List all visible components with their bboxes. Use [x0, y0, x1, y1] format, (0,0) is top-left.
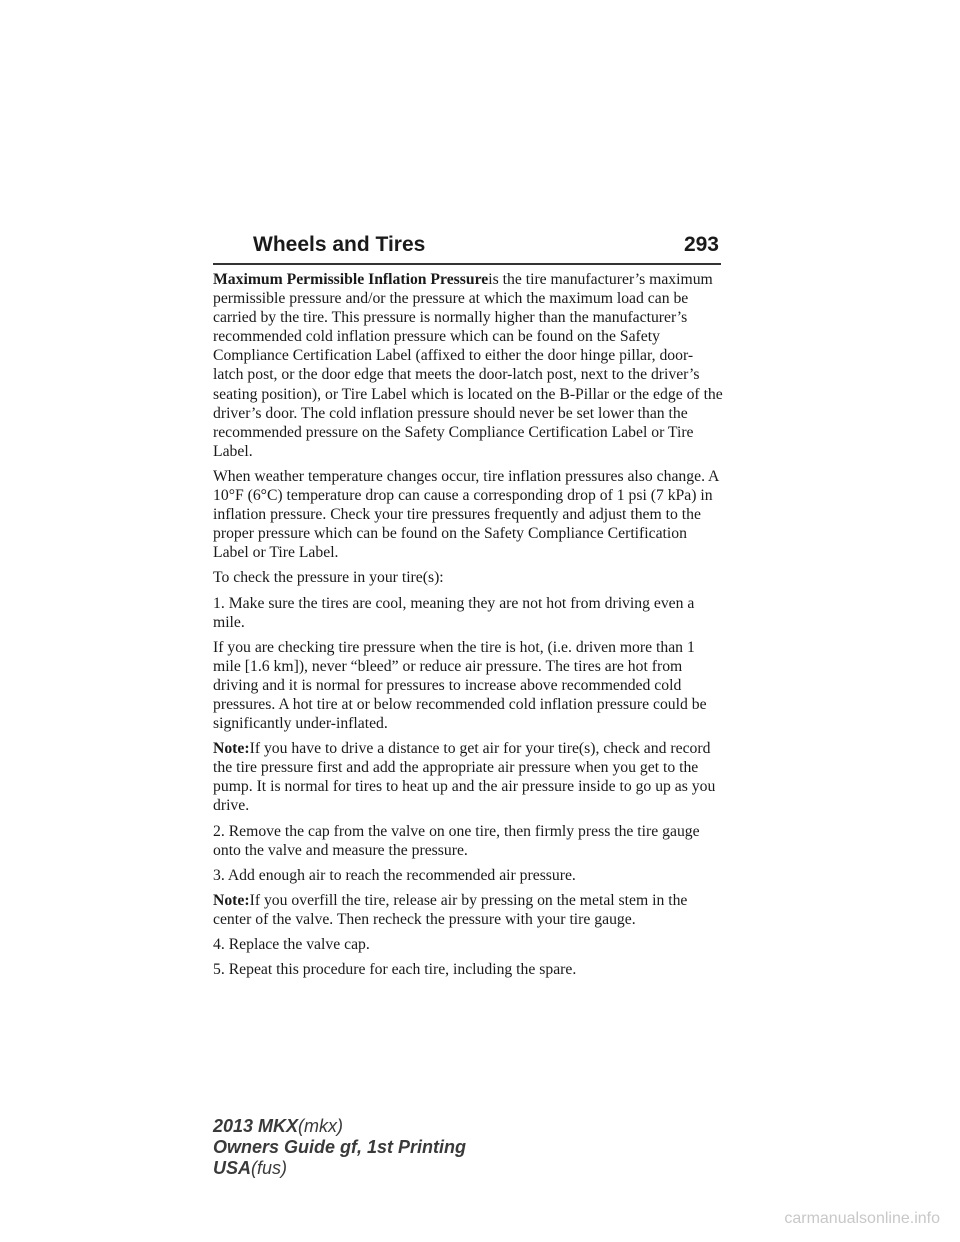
watermark: carmanualsonline.info	[784, 1210, 940, 1227]
section-title: Wheels and Tires	[253, 233, 426, 256]
term-max-pressure: Maximum Permissible Inflation Pressure	[213, 271, 489, 288]
page-number: 293	[683, 233, 719, 256]
page-header	[213, 232, 721, 262]
step-2: 2. Remove the cap from the valve on one tire, then firmly press the tire gauge onto the valve and measure the pressure.	[213, 822, 700, 859]
step-4: 4. Replace the valve cap.	[213, 936, 370, 953]
paragraph-text: is the tire manufacturer’s maximum permissible pressure and/or the pressure at which the maximum load can be carried by the tire. This pressure is normally higher than the manufacturer’s recommended cold inflation pressure which can be found on the Safety Compliance Certification Label (affixed to either the door hinge pillar, door-latch post, or the door edge that meets the door-latch post, next to the driver’s seating position), or Tire Label which is located on the B-Pillar or the edge of the driver’s door. The cold inflation pressure should never be set lower than the recommended pressure on the Safety Compliance Certification Label or Tire Label.	[213, 271, 723, 460]
footer-market	[213, 1158, 466, 1179]
step-1: 1. Make sure the tires are cool, meaning they are not hot from driving even a mile.	[213, 594, 695, 631]
paragraph-hot-tire: If you are checking tire pressure when the tire is hot, (i.e. driven more than 1 mile [1.6 km]), never “bleed” or reduce air pressure. The tires are hot from driving and it is normal for pressures to increase above recommended cold pressures. A hot tire at or below recommended cold inflation pressure could be significantly under-inflated.	[213, 638, 707, 733]
paragraph-check-intro: To check the pressure in your tire(s):	[213, 569, 444, 587]
body-content	[213, 270, 723, 985]
note-label: Note:	[213, 891, 250, 909]
footer-market-code: (fus)	[251, 1158, 288, 1178]
footer-model-name: 2013 MKX	[213, 1116, 299, 1136]
note-label: Note:	[213, 740, 250, 758]
footer-model-code: (mkx)	[298, 1116, 344, 1136]
paragraph-weather: When weather temperature changes occur, tire inflation pressures also change. A 10°F (6°C) temperature drop can cause a corresponding drop of 1 psi (7 kPa) in inflation pressure. Check your tire pressures frequently and adjust them to the proper pressure which can be found on the Safety Compliance Certification Label or Tire Label.	[213, 467, 719, 562]
paragraph-max-pressure	[213, 270, 723, 461]
footer-guide: Owners Guide gf, 1st Printing	[213, 1137, 467, 1157]
footer-model	[213, 1116, 466, 1137]
note-drive-distance	[213, 739, 723, 815]
note-text: If you have to drive a distance to get air for your tire(s), check and record the tire pressure first and add the appropriate air pressure when you get to the pump. It is normal for tires to heat up and the air pressure inside to go up as you drive.	[213, 740, 716, 815]
note-text: If you overfill the tire, release air by pressing on the metal stem in the center of the valve. Then recheck the pressure with your tire gauge.	[213, 891, 688, 928]
header-divider	[213, 263, 721, 265]
step-5: 5. Repeat this procedure for each tire, including the spare.	[213, 961, 577, 979]
note-overfill	[213, 891, 723, 929]
page-footer	[213, 1116, 466, 1179]
step-3: 3. Add enough air to reach the recommended air pressure.	[213, 866, 576, 884]
footer-market-name: USA	[213, 1158, 252, 1178]
